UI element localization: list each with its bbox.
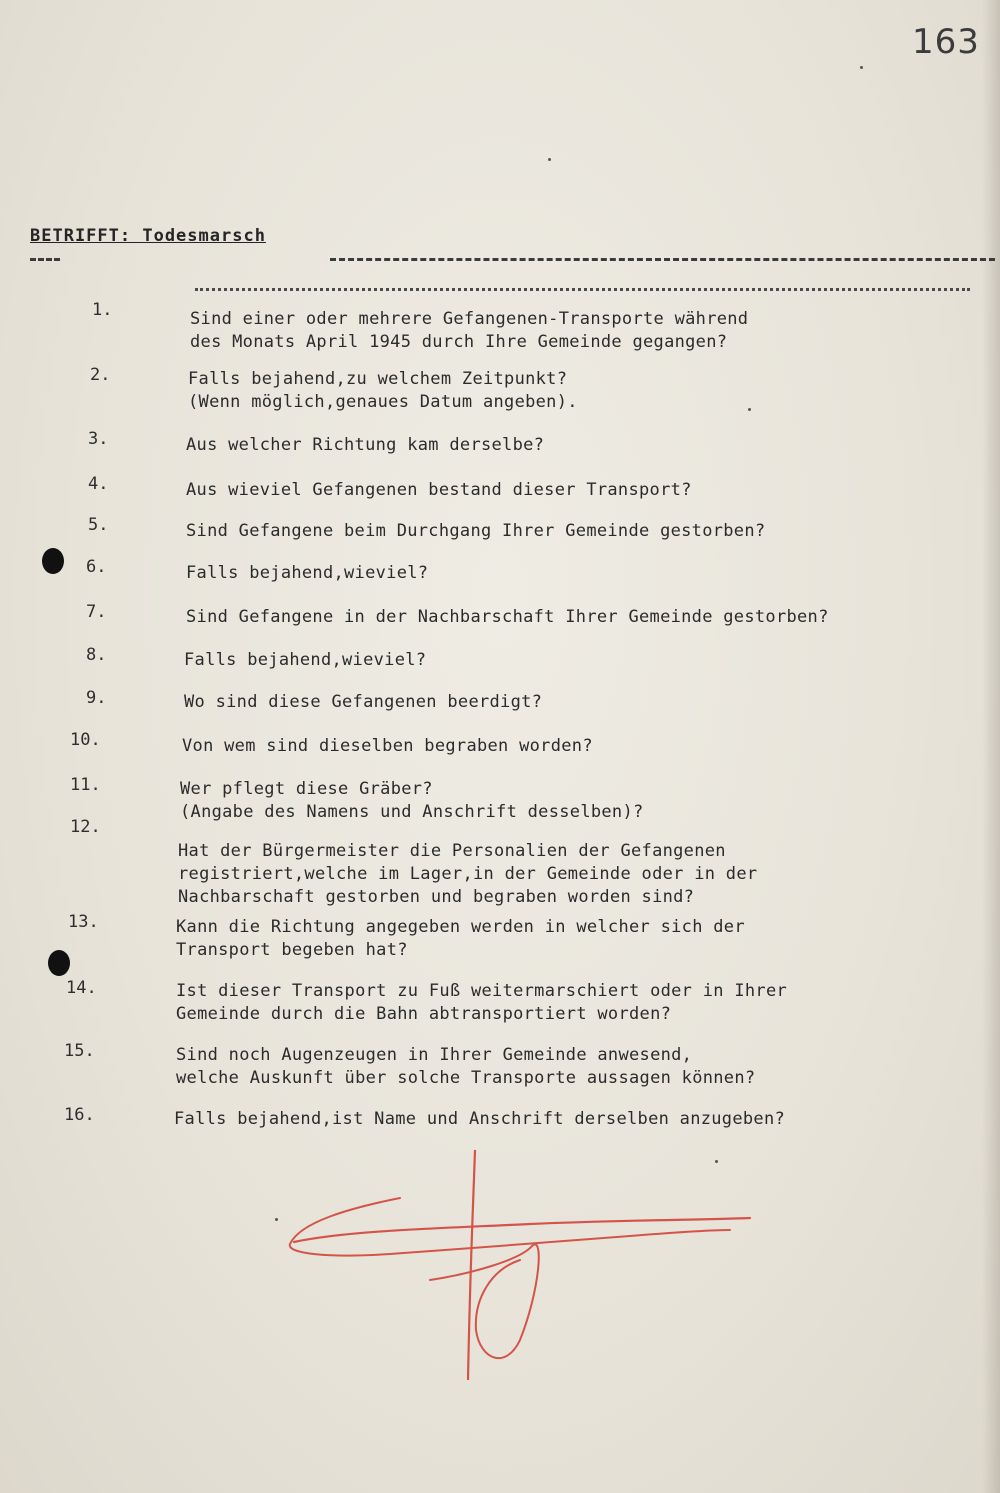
punch-hole: [42, 548, 64, 574]
ink-speck: [860, 66, 863, 69]
question-text: Ist dieser Transport zu Fuß weitermarschiert oder in Ihrer Gemeinde durch die Bahn abtransportiert worden?: [176, 981, 788, 1024]
ink-speck: [548, 158, 551, 161]
question-text: Falls bejahend,zu welchem Zeitpunkt? (Wenn möglich,genaues Datum angeben).: [188, 369, 578, 412]
question-text: Sind noch Augenzeugen in Ihrer Gemeinde anwesend, welche Auskunft über solche Transporte aussagen können?: [176, 1045, 756, 1088]
question-text: Falls bejahend,ist Name und Anschrift derselben anzugeben?: [174, 1109, 786, 1129]
page-number: 163: [912, 22, 980, 62]
question-number: 6.: [86, 557, 107, 577]
question-text: Wer pflegt diese Gräber? (Angabe des Namens und Anschrift desselben)?: [180, 779, 644, 822]
question-number: 5.: [88, 515, 109, 535]
punch-hole: [48, 950, 70, 976]
question-number: 11.: [70, 775, 101, 795]
question-number: 13.: [68, 912, 99, 932]
question-text: Sind Gefangene beim Durchgang Ihrer Gemeinde gestorben?: [186, 521, 766, 541]
question-number: 14.: [66, 978, 97, 998]
page-edge-shadow: [982, 0, 1000, 1493]
dotted-rule: [195, 288, 970, 291]
header-rule-left: [30, 258, 60, 261]
question-text: Falls bejahend,wieviel?: [184, 650, 427, 670]
question-text: Falls bejahend,wieviel?: [186, 563, 429, 583]
question-number: 12.: [70, 817, 101, 837]
question-number: 3.: [88, 429, 109, 449]
question-number: 7.: [86, 602, 107, 622]
question-number: 4.: [88, 474, 109, 494]
question-text: Aus welcher Richtung kam derselbe?: [186, 435, 545, 455]
ink-speck: [748, 408, 751, 411]
question-text: Hat der Bürgermeister die Personalien der Gefangenen registriert,welche im Lager,in der Gemeinde oder in der Nachbarschaft gestorben und begraben worden sind?: [178, 841, 758, 907]
header-rule: [330, 258, 995, 261]
question-number: 1.: [92, 300, 113, 320]
subject-line: BETRIFFT: Todesmarsch: [30, 226, 266, 246]
question-number: 15.: [64, 1041, 95, 1061]
red-pencil-cross-mark: [270, 1150, 910, 1380]
question-text: Kann die Richtung angegeben werden in welcher sich der Transport begeben hat?: [176, 917, 745, 960]
question-text: Sind einer oder mehrere Gefangenen-Transporte während des Monats April 1945 durch Ihre Gemeinde gegangen?: [190, 309, 749, 352]
question-number: 8.: [86, 645, 107, 665]
question-number: 2.: [90, 365, 111, 385]
question-number: 16.: [64, 1105, 95, 1125]
question-number: 9.: [86, 688, 107, 708]
question-number: 10.: [70, 730, 101, 750]
question-text: Aus wieviel Gefangenen bestand dieser Transport?: [186, 480, 692, 500]
question-text: Wo sind diese Gefangenen beerdigt?: [184, 692, 543, 712]
question-text: Sind Gefangene in der Nachbarschaft Ihrer Gemeinde gestorben?: [186, 607, 829, 627]
question-text: Von wem sind dieselben begraben worden?: [182, 736, 593, 756]
